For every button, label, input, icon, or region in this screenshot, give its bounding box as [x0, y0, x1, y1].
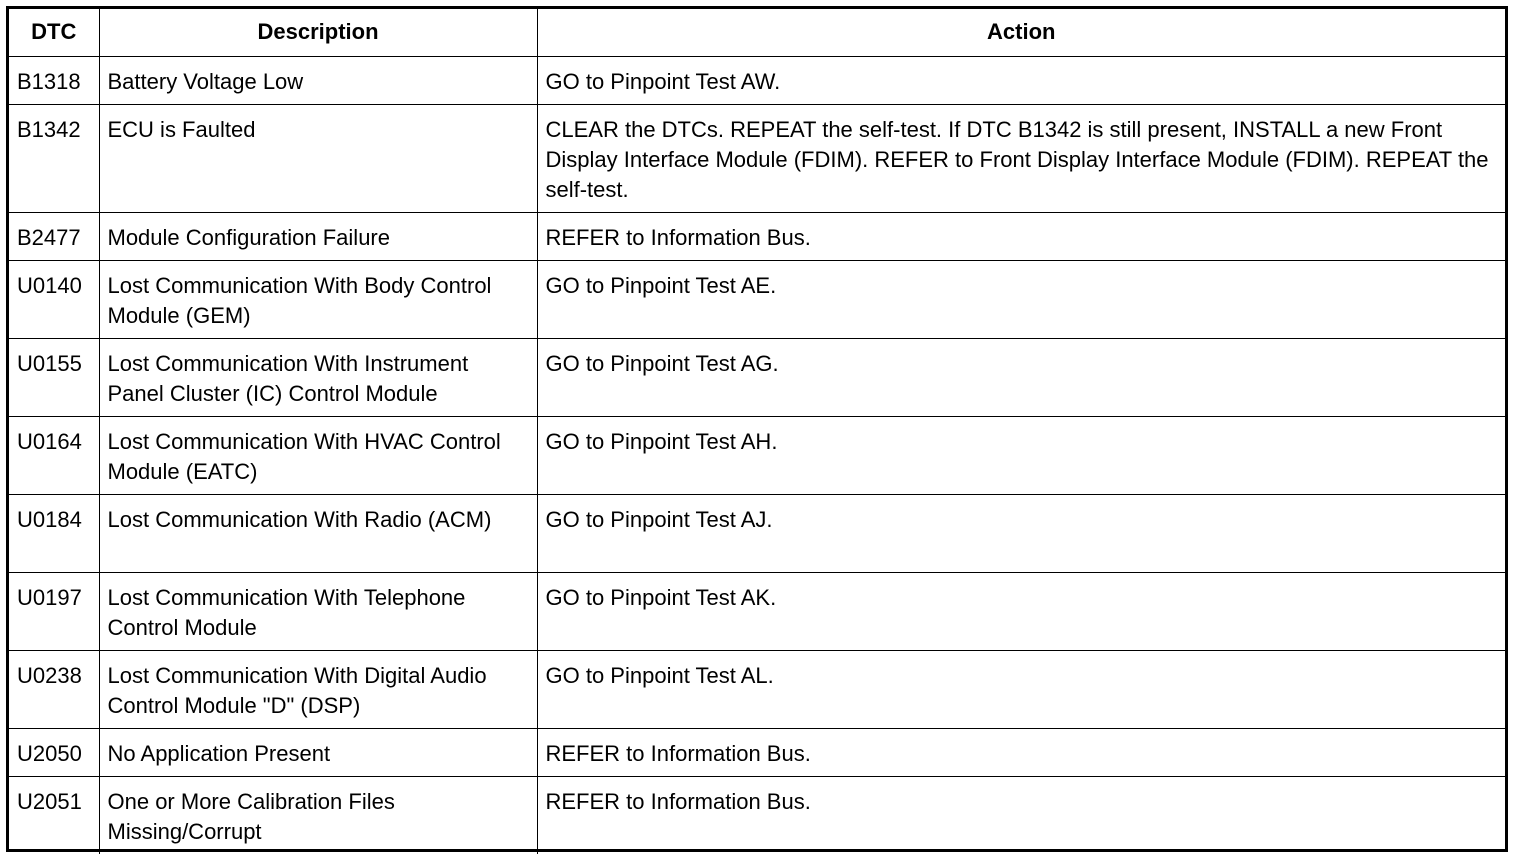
- dtc-cell: U0184: [9, 494, 99, 572]
- action-cell: REFER to Information Bus.: [537, 776, 1505, 854]
- table-row: [9, 776, 1505, 854]
- description-cell: Lost Communication With Telephone Control Module: [99, 572, 537, 650]
- table-row: [9, 212, 1505, 260]
- dtc-table-container: [6, 6, 1508, 852]
- description-cell: Lost Communication With Body Control Module (GEM): [99, 260, 537, 338]
- action-cell: GO to Pinpoint Test AL.: [537, 650, 1505, 728]
- action-cell: GO to Pinpoint Test AJ.: [537, 494, 1505, 572]
- action-cell: GO to Pinpoint Test AG.: [537, 338, 1505, 416]
- table-row: [9, 728, 1505, 776]
- dtc-cell: U0164: [9, 416, 99, 494]
- description-cell: One or More Calibration Files Missing/Corrupt: [99, 776, 537, 854]
- dtc-table: [9, 9, 1505, 854]
- action-cell: REFER to Information Bus.: [537, 212, 1505, 260]
- action-cell: CLEAR the DTCs. REPEAT the self-test. If DTC B1342 is still present, INSTALL a new Front Display Interface Module (FDIM). REFER to Front Display Interface Module (FDIM). REPEAT the self-test.: [537, 104, 1505, 212]
- action-cell: GO to Pinpoint Test AW.: [537, 56, 1505, 104]
- dtc-cell: U0197: [9, 572, 99, 650]
- header-action: Action: [537, 9, 1505, 56]
- action-cell: GO to Pinpoint Test AE.: [537, 260, 1505, 338]
- dtc-cell: U0238: [9, 650, 99, 728]
- description-cell: ECU is Faulted: [99, 104, 537, 212]
- description-cell: Module Configuration Failure: [99, 212, 537, 260]
- dtc-cell: B2477: [9, 212, 99, 260]
- action-cell: REFER to Information Bus.: [537, 728, 1505, 776]
- description-cell: Lost Communication With Digital Audio Control Module "D" (DSP): [99, 650, 537, 728]
- action-cell: GO to Pinpoint Test AH.: [537, 416, 1505, 494]
- table-row: [9, 56, 1505, 104]
- dtc-cell: U0155: [9, 338, 99, 416]
- table-row: [9, 494, 1505, 572]
- table-row: [9, 650, 1505, 728]
- dtc-cell: U2051: [9, 776, 99, 854]
- header-dtc: DTC: [9, 9, 99, 56]
- table-row: [9, 260, 1505, 338]
- description-cell: No Application Present: [99, 728, 537, 776]
- description-cell: Battery Voltage Low: [99, 56, 537, 104]
- header-description: Description: [99, 9, 537, 56]
- table-row: [9, 104, 1505, 212]
- dtc-cell: B1318: [9, 56, 99, 104]
- table-row: [9, 416, 1505, 494]
- dtc-cell: B1342: [9, 104, 99, 212]
- table-row: [9, 572, 1505, 650]
- dtc-cell: U2050: [9, 728, 99, 776]
- dtc-cell: U0140: [9, 260, 99, 338]
- description-cell: Lost Communication With Instrument Panel Cluster (IC) Control Module: [99, 338, 537, 416]
- table-row: [9, 338, 1505, 416]
- table-header-row: [9, 9, 1505, 56]
- action-cell: GO to Pinpoint Test AK.: [537, 572, 1505, 650]
- description-cell: Lost Communication With HVAC Control Module (EATC): [99, 416, 537, 494]
- description-cell: Lost Communication With Radio (ACM): [99, 494, 537, 572]
